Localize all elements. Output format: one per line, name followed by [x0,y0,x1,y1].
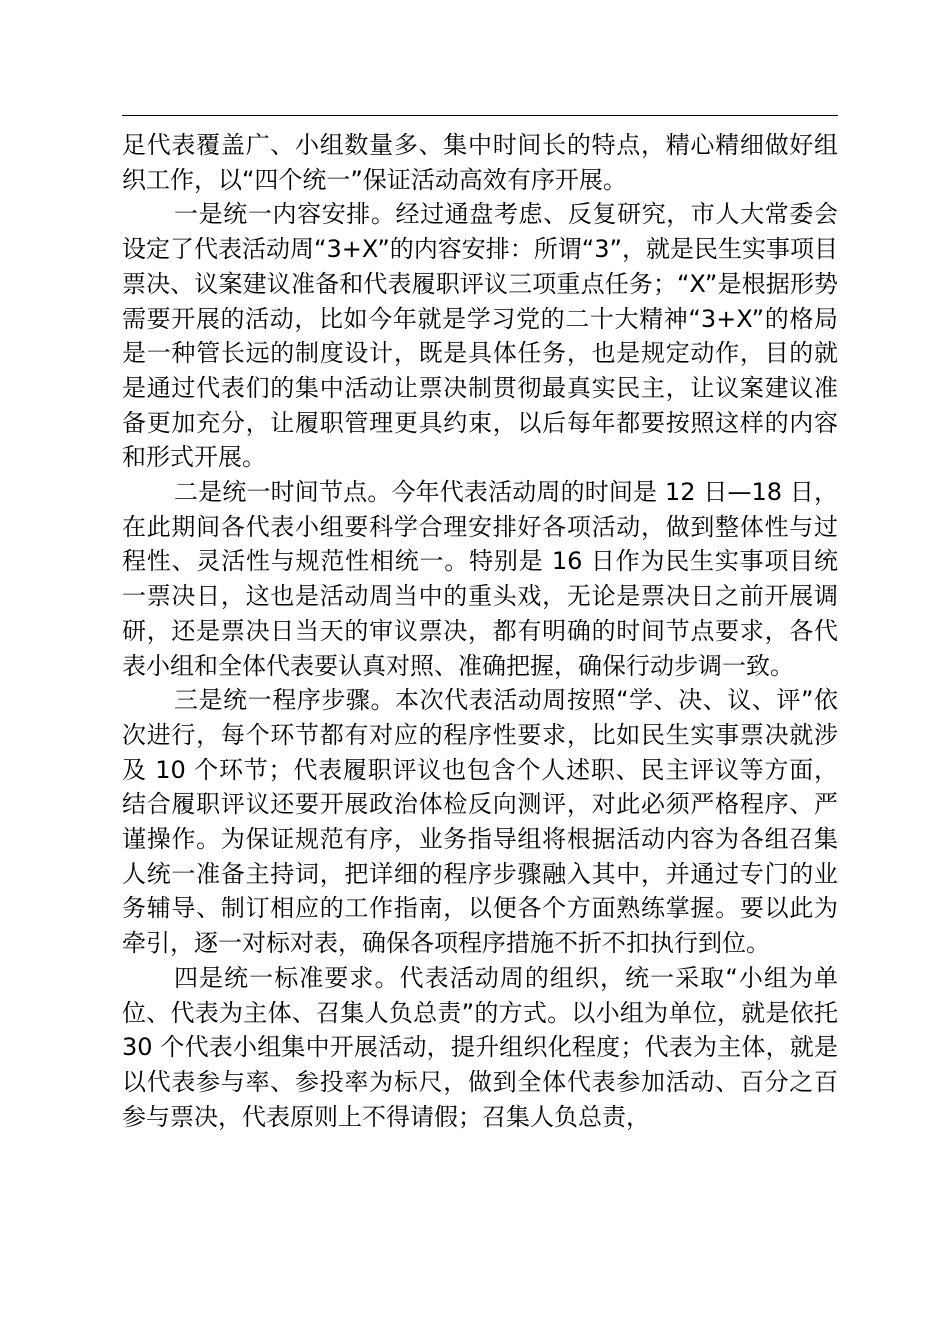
document-body [122,128,838,1134]
paragraph-procedure-steps: 三是统一程序步骤。本次代表活动周按照“学、决、议、评”依次进行，每个环节都有对应的程序性要求，比如民生实事票决就涉及 10 个环节；代表履职评议也包含个人述职、民主评议等方面，结合履职评议还要开展政治体检反向测评，对此必须严格程序、严谨操作。为保证规范有序，业务指导组将根据活动内容为各组召集人统一准备主持词，把详细的程序步骤融入其中，并通过专门的业务辅导、制订相应的工作指南，以便各个方面熟练掌握。要以此为牵引，逐一对标对表，确保各项程序措施不折不扣执行到位。 [122,686,838,958]
paragraph-content-arrangement: 一是统一内容安排。经过通盘考虑、反复研究，市人大常委会设定了代表活动周“3+X”的内容安排：所谓“3”，就是民生实事项目票决、议案建议准备和代表履职评议三项重点任务；“X”是根据形势需要开展的活动，比如今年就是学习党的二十大精神“3+X”的格局是一种管长远的制度设计，既是具体任务，也是规定动作，目的就是通过代表们的集中活动让票决制贯彻最真实民主，让议案建议准备更加充分，让履职管理更具约束，以后每年都要按照这样的内容和形式开展。 [122,200,838,472]
paragraph-time-schedule: 二是统一时间节点。今年代表活动周的时间是 12 日—18 日，在此期间各代表小组要科学合理安排好各项活动，做到整体性与过程性、灵活性与规范性相统一。特别是 16 日作为民生实事项目统一票决日，这也是活动周当中的重头戏，无论是票决日之前开展调研，还是票决日当天的审议票决，都有明确的时间节点要求，各代表小组和全体代表要认真对照、准确把握，确保行动步调一致。 [122,478,838,680]
paragraph-standard-requirements: 四是统一标准要求。代表活动周的组织，统一采取“小组为单位、代表为主体、召集人负总责”的方式。以小组为单位，就是依托 30 个代表小组集中开展活动，提升组织化程度；代表为主体，就是以代表参与率、参投率为标尺，做到全体代表参加活动、百分之百参与票决，代表原则上不得请假；召集人负总责， [122,963,838,1131]
paragraph-continuation: 足代表覆盖广、小组数量多、集中时间长的特点，精心精细做好组织工作，以“四个统一”保证活动高效有序开展。 [122,131,838,194]
header-rule [122,115,838,116]
